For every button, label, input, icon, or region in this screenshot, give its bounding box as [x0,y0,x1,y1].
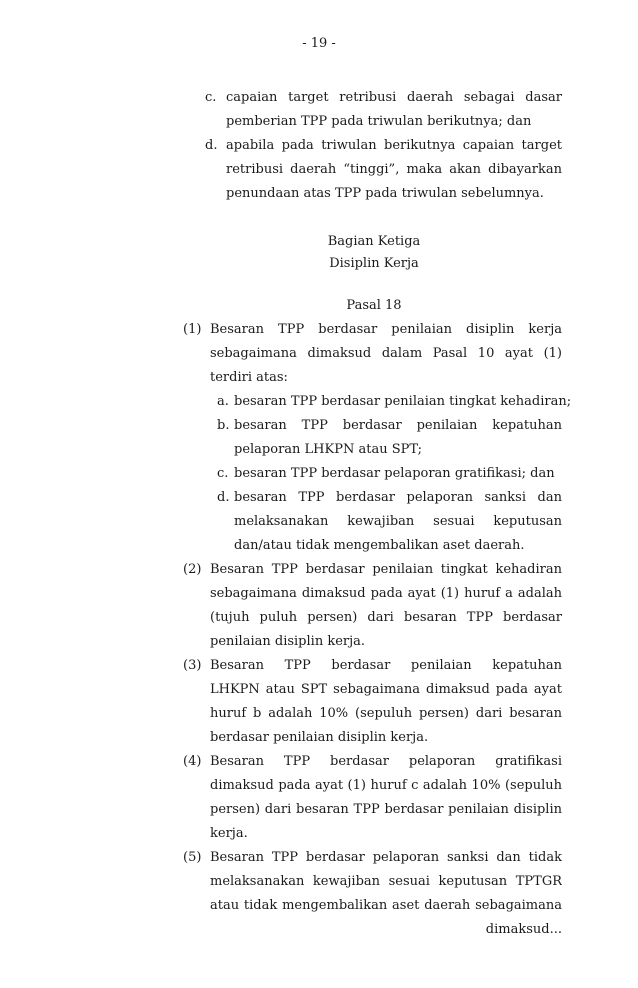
paragraph-marker: (2) [183,562,202,577]
paragraph-marker: (4) [183,754,202,769]
sub-item-text: besaran TPP berdasar penilaian kepatuhan [234,418,562,433]
sub-item-text: pelaporan LHKPN atau SPT; [234,442,422,457]
paragraph-text: kerja. [210,826,248,841]
list-item-text: retribusi daerah “tinggi”, maka akan dibayarkan [226,162,562,177]
list-item-text: pemberian TPP pada triwulan berikutnya; dan [226,114,532,129]
paragraph-text: persen) dari besaran TPP berdasar penilaian disiplin [210,802,562,817]
paragraph-text: sebagaimana dimaksud pada ayat (1) huruf a adalah [210,586,562,601]
list-item-text: capaian target retribusi daerah sebagai dasar [226,90,562,105]
paragraph-text: berdasar penilaian disiplin kerja. [210,730,429,745]
sub-item-marker: d. [217,490,230,505]
list-item-text: apabila pada triwulan berikutnya capaian target [226,138,562,153]
sub-item-text: melaksanakan kewajiban sesuai keputusan [234,514,562,529]
sub-item-marker: a. [217,394,229,409]
section-title-heading: Disiplin Kerja [329,256,419,271]
list-marker: c. [205,90,217,105]
paragraph-text: penilaian disiplin kerja. [210,634,366,649]
paragraph-text: huruf b adalah 10% (sepuluh persen) dari besaran [210,706,562,721]
paragraph-marker: (1) [183,322,202,337]
sub-item-text: besaran TPP berdasar pelaporan gratifikasi; dan [234,466,555,481]
paragraph-text: LHKPN atau SPT sebagaimana dimaksud pada ayat [210,682,562,697]
page-number: - 19 - [302,36,336,51]
paragraph-marker: (5) [183,850,202,865]
list-marker: d. [205,138,218,153]
sub-item-text: besaran TPP berdasar pelaporan sanksi dan [234,490,562,505]
paragraph-text: Besaran TPP berdasar penilaian disiplin kerja [210,322,562,337]
sub-item-text: dan/atau tidak mengembalikan aset daerah. [234,538,525,553]
article-heading: Pasal 18 [346,298,402,313]
paragraph-text: sebagaimana dimaksud dalam Pasal 10 ayat (1) [210,346,562,361]
paragraph-text: Besaran TPP berdasar penilaian kepatuhan [210,658,562,673]
paragraph-text: dimaksud pada ayat (1) huruf c adalah 10% (sepuluh [210,778,562,793]
paragraph-text: (tujuh puluh persen) dari besaran TPP berdasar [210,610,562,625]
paragraph-text: Besaran TPP berdasar pelaporan gratifikasi [210,754,562,769]
paragraph-text: terdiri atas: [210,370,288,385]
sub-item-marker: c. [217,466,229,481]
list-item-text: penundaan atas TPP pada triwulan sebelumnya. [226,186,544,201]
paragraph-text: atau tidak mengembalikan aset daerah sebagaimana [210,898,562,913]
sub-item-text: besaran TPP berdasar penilaian tingkat kehadiran; [234,394,572,409]
catchword: dimaksud... [485,922,562,937]
paragraph-text: Besaran TPP berdasar penilaian tingkat kehadiran [210,562,562,577]
sub-item-marker: b. [217,418,230,433]
section-part-heading: Bagian Ketiga [327,234,421,249]
paragraph-text: Besaran TPP berdasar pelaporan sanksi dan tidak [210,850,562,865]
paragraph-text: melaksanakan kewajiban sesuai keputusan TPTGR [210,874,562,889]
paragraph-marker: (3) [183,658,202,673]
